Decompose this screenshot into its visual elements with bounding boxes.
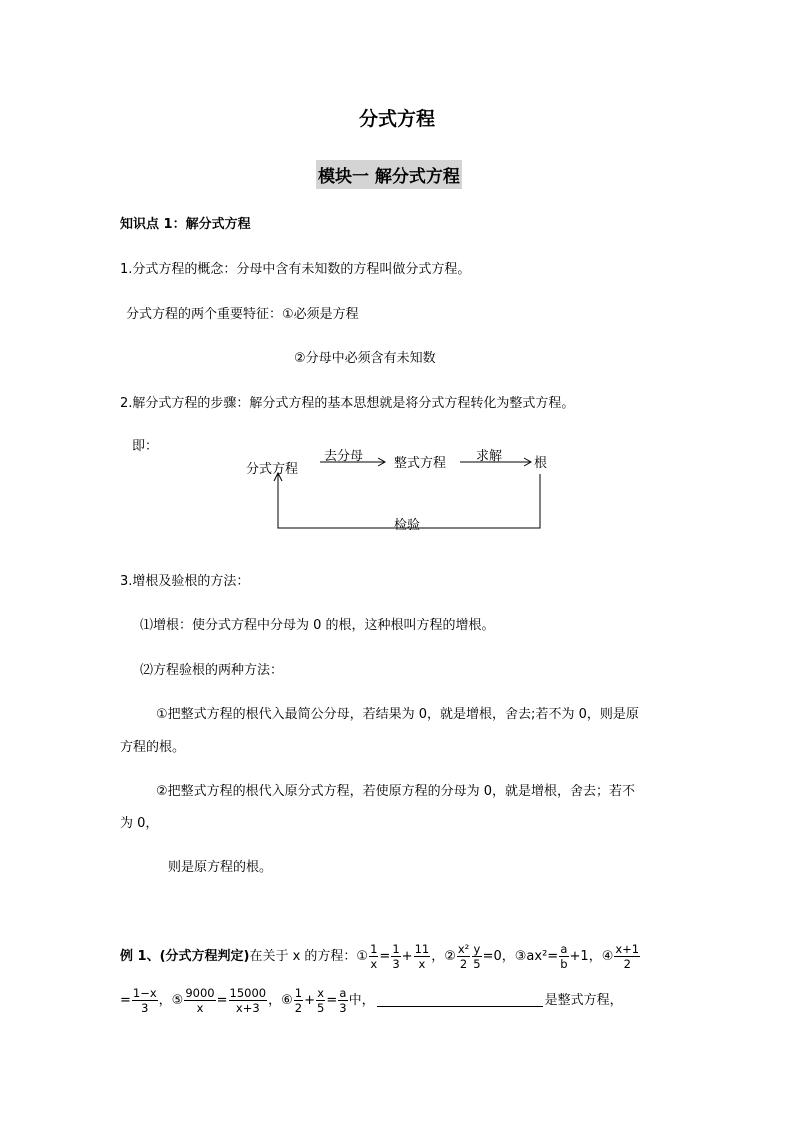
answer-blank[interactable] <box>377 994 543 1007</box>
fraction: $\frac{y}{5}$ <box>473 942 481 971</box>
fraction: $\frac{x+1}{2}$ <box>615 942 640 971</box>
method-2-line-3: 则是原方程的根。 <box>168 860 273 875</box>
diagram-prefix: 即： <box>132 439 159 454</box>
fraction: $\frac{a}{b}$ <box>560 942 568 971</box>
solution-flow-diagram <box>238 440 558 535</box>
node-fractional-equation: 分式方程 <box>246 462 299 477</box>
example-label: 例 1、(分式方程判定) <box>120 949 250 964</box>
node-integral-equation: 整式方程 <box>394 456 447 471</box>
node-root: 根 <box>534 456 548 471</box>
item-3-extraneous-roots: 3.增根及验根的方法： <box>120 574 250 589</box>
module-heading: 模块一 解分式方程 <box>316 160 462 189</box>
method-1-line-2: 方程的根。 <box>120 740 186 755</box>
method-1-line-1: ①把整式方程的根代入最简公分母，若结果为 0，就是增根，舍去;若不为 0，则是原 <box>156 707 639 722</box>
features-line-1: 分式方程的两个重要特征：①必须是方程 <box>126 307 359 322</box>
fraction: $\frac{a}{3}$ <box>339 986 347 1015</box>
knowledge-point-heading: 知识点 1：解分式方程 <box>120 217 251 232</box>
label-solve: 求解 <box>476 449 503 464</box>
example-1-line-2: = $\frac{1-x}{3}$ ，⑤ $\frac{9000}{x}$ = $\frac{15000}{x+3}$ ，⑥ $\frac{1}{2}$ + $\frac{x}{5}$ = $\frac{a}{3}$ 中， 是整式方程， <box>120 986 623 1015</box>
fraction: $\frac{1}{x}$ <box>370 942 378 971</box>
fraction: $\frac{x}{5}$ <box>317 986 325 1015</box>
fraction: $\frac{15000}{x+3}$ <box>229 986 267 1015</box>
example-1-line-1: 例 1、(分式方程判定)在关于 x 的方程：① $\frac{1}{x}$ = $\frac{1}{3}$ + $\frac{11}{x}$ ，② $\frac{\text{x²}}{2}$ $\frac{y}{5}$ =0，③ax²= $\frac{a}{b}$ +1，④ $\frac{x+1}{2}$ <box>120 942 640 971</box>
method-2-line-1: ②把整式方程的根代入原分式方程，若使原方程的分母为 0，就是增根，舍去；若不 <box>156 784 636 799</box>
label-check: 检验 <box>394 518 421 533</box>
fraction: $\frac{11}{x}$ <box>414 942 430 971</box>
fraction: $\frac{9000}{x}$ <box>185 986 215 1015</box>
fraction: $\frac{1}{2}$ <box>294 986 303 1015</box>
method-2-line-2: 为 0， <box>120 816 159 831</box>
example-intro: 在关于 x 的方程：① <box>249 949 369 964</box>
fraction: $\frac{1}{3}$ <box>392 942 400 971</box>
fraction: $\frac{1-x}{3}$ <box>132 986 157 1015</box>
label-clear-denominator: 去分母 <box>324 449 364 464</box>
item-2-steps: 2.解分式方程的步骤：解分式方程的基本思想就是将分式方程转化为整式方程。 <box>120 396 575 411</box>
sub-item-2: ⑵方程验根的两种方法： <box>140 663 284 678</box>
features-line-2: ②分母中必须含有未知数 <box>294 351 436 366</box>
fraction: $\frac{\text{x²}}{2}$ <box>457 942 470 971</box>
item-1-definition: 1.分式方程的概念：分母中含有未知数的方程叫做分式方程。 <box>120 262 471 277</box>
page-title: 分式方程 <box>358 108 435 130</box>
sub-item-1: ⑴增根：使分式方程中分母为 0 的根，这种根叫方程的增根。 <box>140 618 495 633</box>
